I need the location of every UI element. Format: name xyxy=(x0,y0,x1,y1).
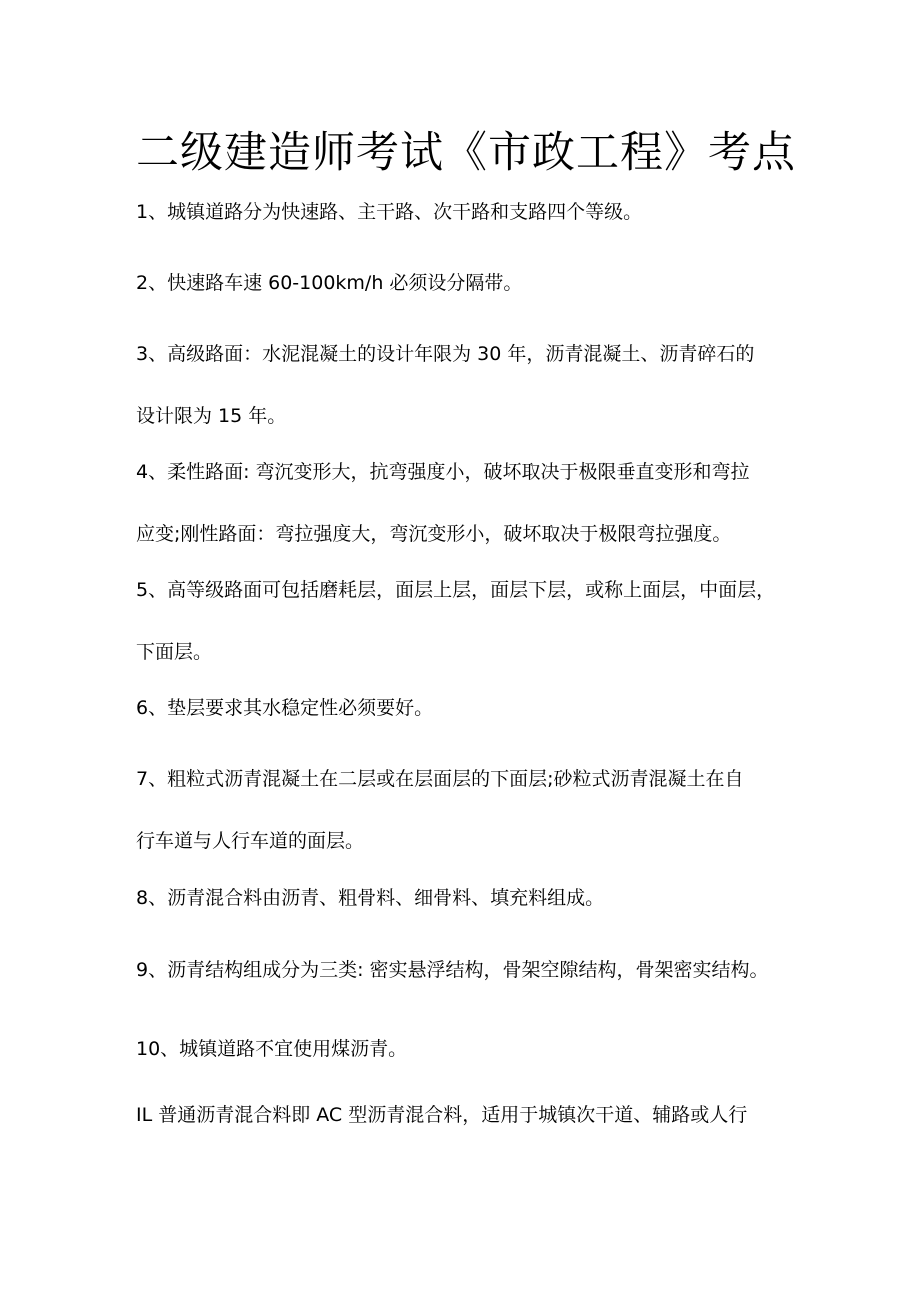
paragraph-line: IL 普通沥青混合料即 AC 型沥青混合料，适用于城镇次干道、辅路或人行 xyxy=(136,1104,748,1126)
paragraph-line: 3、高级路面：水泥混凝土的设计年限为 30 年，沥青混凝土、沥青碎石的 xyxy=(136,343,755,365)
paragraph-line: 10、城镇道路不宜使用煤沥青。 xyxy=(136,1038,408,1060)
paragraph-line: 9、沥青结构组成分为三类: 密实悬浮结构，骨架空隙结构，骨架密实结构。 xyxy=(136,959,769,981)
paragraph-8 xyxy=(136,885,796,911)
paragraph-line: 设计限为 15 年。 xyxy=(136,405,287,427)
page-title: 二级建造师考试《市政工程》考点 xyxy=(136,128,796,178)
paragraph-line: 7、粗粒式沥青混凝土在二层或在层面层的下面层;砂粒式沥青混凝土在自 xyxy=(136,768,744,790)
paragraph-1 xyxy=(136,199,796,225)
paragraph-line: 5、高等级路面可包括磨耗层，面层上层，面层下层，或称上面层，中面层， xyxy=(136,579,776,601)
paragraph-line: 8、沥青混合料由沥青、粗骨料、细骨料、填充料组成。 xyxy=(136,887,605,909)
paragraph-6 xyxy=(136,695,796,721)
paragraph-3 xyxy=(136,341,796,429)
paragraph-line: 6、垫层要求其水稳定性必须要好。 xyxy=(136,697,434,719)
paragraph-5 xyxy=(136,577,796,665)
paragraph-11 xyxy=(136,1102,796,1128)
paragraph-10 xyxy=(136,1036,796,1062)
paragraph-4 xyxy=(136,459,796,547)
paragraph-line: 下面层。 xyxy=(136,641,213,663)
paragraph-9 xyxy=(136,957,796,983)
paragraph-line: 1、城镇道路分为快速路、主干路、次干路和支路四个等级。 xyxy=(136,201,643,223)
paragraph-7 xyxy=(136,766,796,854)
paragraph-line: 行车道与人行车道的面层。 xyxy=(136,830,365,852)
paragraph-line: 4、柔性路面: 弯沉变形大，抗弯强度小，破坏取决于极限垂直变形和弯拉 xyxy=(136,461,750,483)
paragraph-line: 2、快速路车速 60-100km/h 必须设分隔带。 xyxy=(136,272,523,294)
paragraph-2 xyxy=(136,270,796,296)
paragraph-line: 应变;刚性路面：弯拉强度大，弯沉变形小，破坏取决于极限弯拉强度。 xyxy=(136,523,732,545)
